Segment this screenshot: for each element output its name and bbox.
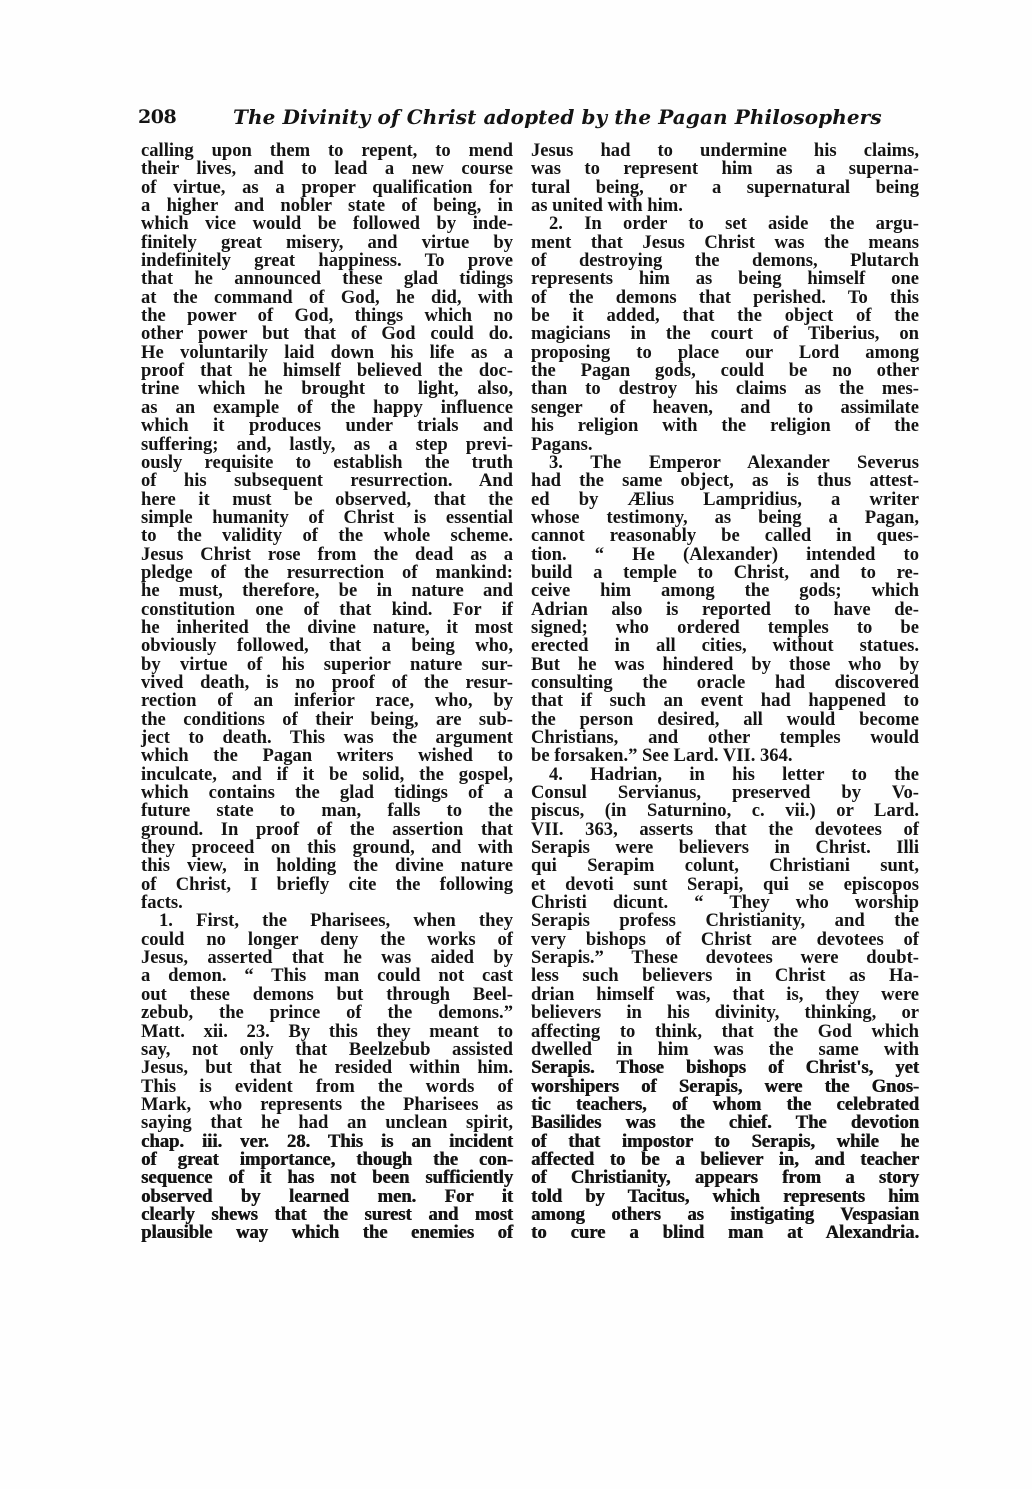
text-line: of great importance, though the con- [141, 1148, 513, 1170]
text-line: the conditions of their being, are sub- [141, 708, 513, 730]
text-line: told by Tacitus, which represents him [531, 1185, 919, 1207]
text-line: than to destroy his claims as the mes- [531, 378, 919, 400]
text-line: which contains the glad tidings of a [141, 782, 513, 804]
left-text-column [141, 142, 513, 1243]
text-line: Basilides was the chief. The devotion [531, 1112, 919, 1134]
text-line: qui Serapim colunt, Christiani sunt, [531, 855, 919, 877]
text-line: drian himself was, that is, they were [531, 983, 919, 1005]
text-line: observed by learned men. For it [141, 1185, 513, 1207]
text-line: a higher and nobler state of being, in [141, 195, 513, 217]
text-line: ceive him among the gods; which [531, 580, 919, 602]
text-line: could no longer deny the works of [141, 928, 513, 950]
text-line: vived death, is no proof of the resur- [141, 671, 513, 693]
text-line: that he announced these glad tidings [141, 268, 513, 290]
text-line: He voluntarily laid down his life as a [141, 341, 513, 363]
text-line: tion. “ He (Alexander) intended to [531, 543, 919, 565]
text-line: affected to be a believer in, and teacher [531, 1148, 919, 1170]
text-line: indefinitely great happiness. To prove [141, 250, 513, 272]
text-line: signed; who ordered temples to be [531, 616, 919, 638]
right-text-column [531, 142, 919, 1243]
text-line: zebub, the prince of the demons.” [141, 1002, 513, 1024]
text-line: Christians, and other temples would [531, 727, 919, 748]
text-line: inculcate, and if it be solid, the gospel, [141, 763, 513, 785]
text-line: proposing to place our Lord among [531, 341, 919, 363]
text-line: believers in his divinity, thinking, or [531, 1002, 919, 1024]
text-line: Serapis profess Christianity, and the [531, 910, 919, 932]
text-line: erected in all cities, without statues. [531, 635, 919, 657]
text-line: 1. First, the Pharisees, when they [159, 910, 513, 932]
text-line: 3. The Emperor Alexander Severus [549, 451, 919, 473]
text-line: as united with him. [531, 195, 683, 217]
text-line: here it must be observed, that the [141, 488, 513, 510]
text-line: Serapis. Those bishops of Christ's, yet [531, 1057, 919, 1079]
text-line: future state to man, falls to the [141, 800, 513, 822]
text-line: 2. In order to set aside the argu- [549, 213, 919, 235]
text-line: trine which he brought to light, also, [141, 378, 513, 400]
text-line: pledge of the resurrection of mankind: [141, 561, 513, 583]
text-line: at the command of God, he did, with [141, 286, 513, 308]
text-line: 4. Hadrian, in his letter to the [549, 763, 919, 785]
text-line: ously requisite to establish the truth [141, 451, 513, 473]
text-line: their lives, and to lead a new course [141, 158, 513, 180]
text-line: tural being, or a supernatural being [531, 176, 919, 198]
text-line: was to represent him as a superna- [531, 158, 919, 180]
text-line: very bishops of Christ are devotees of [531, 928, 919, 950]
text-line: out these demons but through Beel- [141, 983, 513, 1005]
text-line: cannot reasonably be called in ques- [531, 525, 919, 547]
text-line: simple humanity of Christ is essential [141, 506, 513, 528]
running-title: The Divinity of Christ adopted by the Pagan Philosophers [233, 105, 882, 129]
text-line: Matt. xii. 23. By this they meant to [141, 1020, 513, 1042]
text-line: chap. iii. ver. 28. This is an incident [141, 1130, 513, 1152]
text-line: magicians in the court of Tiberius, on [531, 323, 919, 345]
text-line: VII. 363, asserts that the devotees of [531, 818, 919, 840]
text-line: Consul Servianus, preserved by Vo- [531, 782, 919, 804]
text-line: which vice would be followed by inde- [141, 213, 513, 235]
text-line: to the validity of the whole scheme. [141, 525, 513, 547]
text-line: Serapis were believers in Christ. Illi [531, 837, 919, 859]
page-number: 208 [138, 106, 177, 128]
text-line: ed by Ælius Lampridius, a writer [531, 488, 919, 510]
text-line: saying that he had an unclean spirit, [141, 1112, 513, 1134]
text-line: clearly shews that the surest and most [141, 1203, 513, 1225]
text-line: tic teachers, of whom the celebrated [531, 1093, 919, 1115]
text-line: less such believers in Christ as Ha- [531, 965, 919, 987]
running-header [138, 106, 928, 136]
text-line: dwelled in him was the same with [531, 1038, 919, 1060]
text-line: of the demons that perished. To this [531, 286, 919, 308]
text-line: Christi dicunt. “ They who worship [531, 892, 919, 914]
text-line: as an example of the happy influence [141, 396, 513, 418]
text-line: a demon. “ This man could not cast [141, 965, 513, 987]
text-line: represents him as being himself one [531, 268, 919, 290]
text-line: this view, in holding the divine nature [141, 855, 513, 877]
text-line: proof that he himself believed the doc- [141, 360, 513, 382]
text-line: the person desired, all would become [531, 708, 919, 730]
text-line: say, not only that Beelzebub assisted [141, 1038, 513, 1060]
text-line: calling upon them to repent, to mend [141, 140, 513, 161]
text-line: the power of God, things which no [141, 305, 513, 327]
text-line: other power but that of God could do. [141, 323, 513, 345]
text-line: obviously followed, that a being who, [141, 635, 513, 657]
text-line: piscus, (in Saturnino, c. vii.) or Lard. [531, 800, 919, 822]
text-line: constitution one of that kind. For if [141, 598, 513, 620]
text-line: worshipers of Serapis, were the Gnos- [531, 1075, 919, 1097]
text-line: ment that Jesus Christ was the means [531, 231, 919, 253]
text-line: had the same object, as is thus attest- [531, 470, 919, 492]
text-line: they proceed on this ground, and with [141, 837, 513, 859]
text-line: of Christianity, appears from a story [531, 1167, 919, 1189]
text-line: by virtue of his superior nature sur- [141, 653, 513, 675]
text-line: suffering; and, lastly, as a step previ- [141, 433, 513, 455]
text-line: be forsaken.” See Lard. VII. 364. [531, 745, 793, 767]
text-line: Jesus, asserted that he was aided by [141, 947, 513, 969]
text-line: to cure a blind man at Alexandria. [531, 1222, 919, 1244]
text-line: plausible way which the enemies of [141, 1222, 513, 1244]
text-line: he inherited the divine nature, it most [141, 616, 513, 638]
text-line: facts. [141, 892, 183, 914]
text-line: Jesus, but that he resided within him. [141, 1057, 513, 1079]
text-line: he must, therefore, be in nature and [141, 580, 513, 602]
text-line: whose testimony, as being a Pagan, [531, 506, 919, 528]
text-line: which the Pagan writers wished to [141, 745, 513, 767]
text-line: of virtue, as a proper qualification for [141, 176, 513, 198]
text-line: be it added, that the object of the [531, 305, 919, 327]
text-line: senger of heaven, and to assimilate [531, 396, 919, 418]
text-line: affecting to think, that the God which [531, 1020, 919, 1042]
text-line: that if such an event had happened to [531, 690, 919, 712]
text-line: rection of an inferior race, who, by [141, 690, 513, 712]
text-line: This is evident from the words of [141, 1075, 513, 1097]
text-line: of his subsequent resurrection. And [141, 470, 513, 492]
text-line: finitely great misery, and virtue by [141, 231, 513, 253]
text-line: Adrian also is reported to have de- [531, 598, 919, 620]
text-line: which it produces under trials and [141, 415, 513, 437]
text-line: among others as instigating Vespasian [531, 1203, 919, 1225]
text-line: et devoti sunt Serapi, qui se episcopos [531, 873, 919, 895]
text-line: ground. In proof of the assertion that [141, 818, 513, 840]
text-line: Mark, who represents the Pharisees as [141, 1093, 513, 1115]
text-line: But he was hindered by those who by [531, 653, 919, 675]
text-line: of that impostor to Serapis, while he [531, 1130, 919, 1152]
text-line: his religion with the religion of the [531, 415, 919, 437]
text-line: Pagans. [531, 433, 593, 455]
text-line: Jesus had to undermine his claims, [531, 140, 919, 161]
text-line: sequence of it has not been sufficiently [141, 1167, 513, 1189]
text-line: Jesus Christ rose from the dead as a [141, 543, 513, 565]
text-line: consulting the oracle had discovered [531, 671, 919, 693]
text-line: the Pagan gods, could be no other [531, 360, 919, 382]
text-line: of Christ, I briefly cite the following [141, 873, 513, 895]
text-line: ject to death. This was the argument [141, 727, 513, 748]
text-line: Serapis.” These devotees were doubt- [531, 947, 919, 969]
text-line: build a temple to Christ, and to re- [531, 561, 919, 583]
text-line: of destroying the demons, Plutarch [531, 250, 919, 272]
